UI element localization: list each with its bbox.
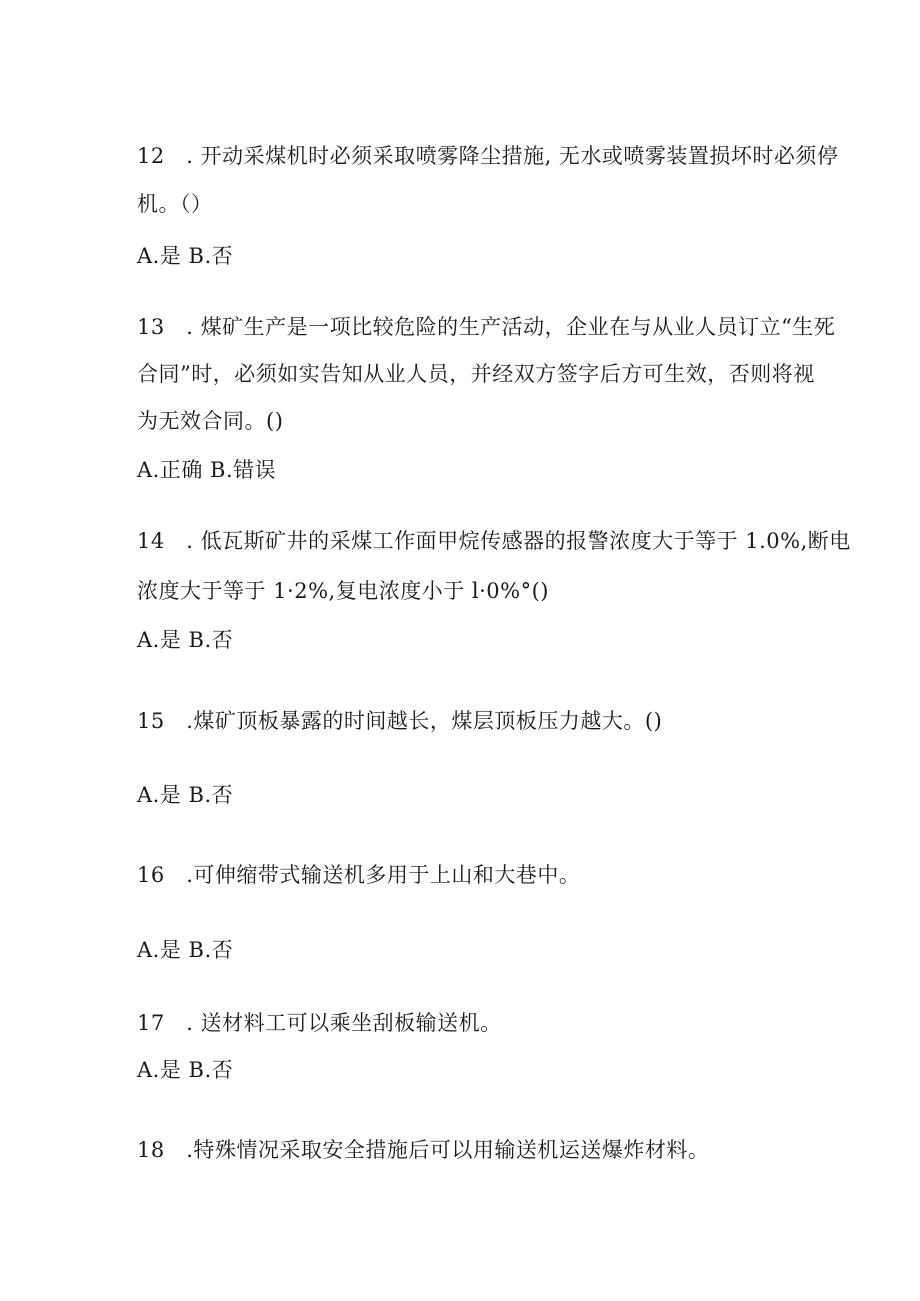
question-13-line-1: 13 . 煤矿生产是一项比较危险的生产活动，企业在与从业人员订立“生死	[137, 315, 836, 339]
question-13-line-2: 合同”时，必须如实告知从业人员，并经双方签字后方可生效，否则将视	[137, 362, 815, 386]
question-14-line-1: 14 . 低瓦斯矿井的采煤工作面甲烷传感器的报警浓度大于等于 1.0%,断电	[137, 529, 851, 553]
question-17-options: A.是 B.否	[137, 1058, 234, 1082]
question-14-line-2: 浓度大于等于 1·2%,复电浓度小于 l·0%°()	[137, 579, 549, 603]
question-14-options: A.是 B.否	[137, 628, 234, 652]
question-12-line-1: 12 . 开动采煤机时必须采取喷雾降尘措施, 无水或喷雾装置损坏时必须停	[137, 144, 839, 168]
question-13-line-3: 为无效合同。()	[137, 409, 284, 433]
question-18-line-1: 18 .特殊情况采取安全措施后可以用输送机运送爆炸材料。	[137, 1138, 710, 1162]
question-13-options: A.正确 B.错误	[137, 458, 277, 482]
question-17-line-1: 17 . 送材料工可以乘坐刮板输送机。	[137, 1011, 502, 1035]
question-15-options: A.是 B.否	[137, 783, 234, 807]
question-12-options: A.是 B.否	[137, 244, 234, 268]
question-12-line-2: 机。（）	[137, 192, 213, 216]
question-16-line-1: 16 .可伸缩带式输送机多用于上山和大巷中。	[137, 863, 581, 887]
question-16-options: A.是 B.否	[137, 938, 234, 962]
question-15-line-1: 15 .煤矿顶板暴露的时间越长，煤层顶板压力越大。()	[137, 709, 663, 733]
